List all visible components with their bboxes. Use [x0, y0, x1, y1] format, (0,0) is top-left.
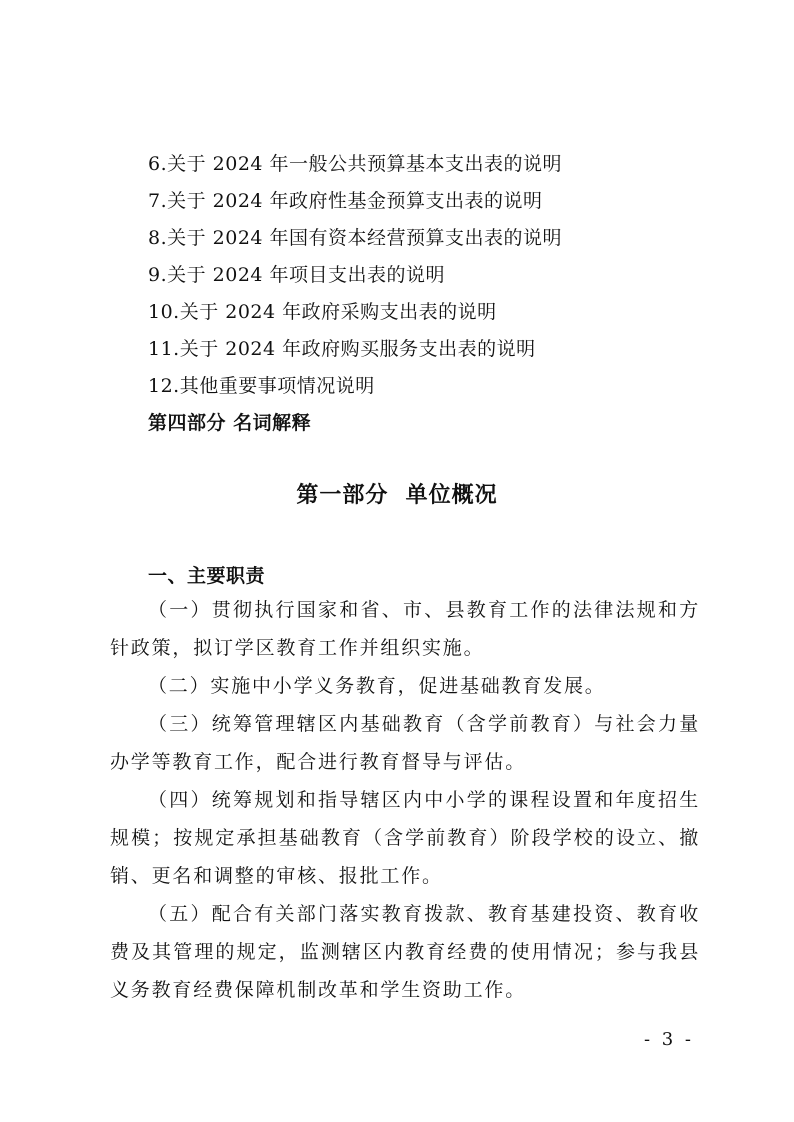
body-text: [110, 591, 700, 1009]
toc-item: 11.关于 2024 年政府购买服务支出表的说明: [148, 338, 536, 360]
toc-item: 6.关于 2024 年一般公共预算基本支出表的说明: [148, 153, 563, 175]
toc-part-heading: 第四部分 名词解释: [148, 412, 312, 434]
toc-item: 10.关于 2024 年政府采购支出表的说明: [148, 301, 497, 323]
page-number: - 3 -: [643, 1029, 694, 1050]
paragraph: （一）贯彻执行国家和省、市、县教育工作的法律法规和方针政策，拟订学区教育工作并组织实施。: [110, 599, 700, 659]
toc-item: 8.关于 2024 年国有资本经营预算支出表的说明: [148, 227, 563, 249]
paragraph: （三）统筹管理辖区内基础教育（含学前教育）与社会力量办学等教育工作，配合进行教育督导与评估。: [110, 713, 700, 773]
section-title: 第一部分 单位概况: [296, 483, 498, 508]
subheading: 一、主要职责: [148, 565, 266, 587]
toc-item: 7.关于 2024 年政府性基金预算支出表的说明: [148, 190, 543, 212]
paragraph: （五）配合有关部门落实教育拨款、教育基建投资、教育收费及其管理的规定，监测辖区内教育经费的使用情况；参与我县义务教育经费保障机制改革和学生资助工作。: [110, 903, 700, 1001]
toc-item: 9.关于 2024 年项目支出表的说明: [148, 264, 446, 286]
table-of-contents: [148, 146, 708, 442]
paragraph: （四）统筹规划和指导辖区内中小学的课程设置和年度招生规模；按规定承担基础教育（含学前教育）阶段学校的设立、撤销、更名和调整的审核、报批工作。: [110, 789, 700, 887]
paragraph: （二）实施中小学义务教育，促进基础教育发展。: [148, 675, 606, 697]
toc-item: 12.其他重要事项情况说明: [148, 375, 375, 397]
